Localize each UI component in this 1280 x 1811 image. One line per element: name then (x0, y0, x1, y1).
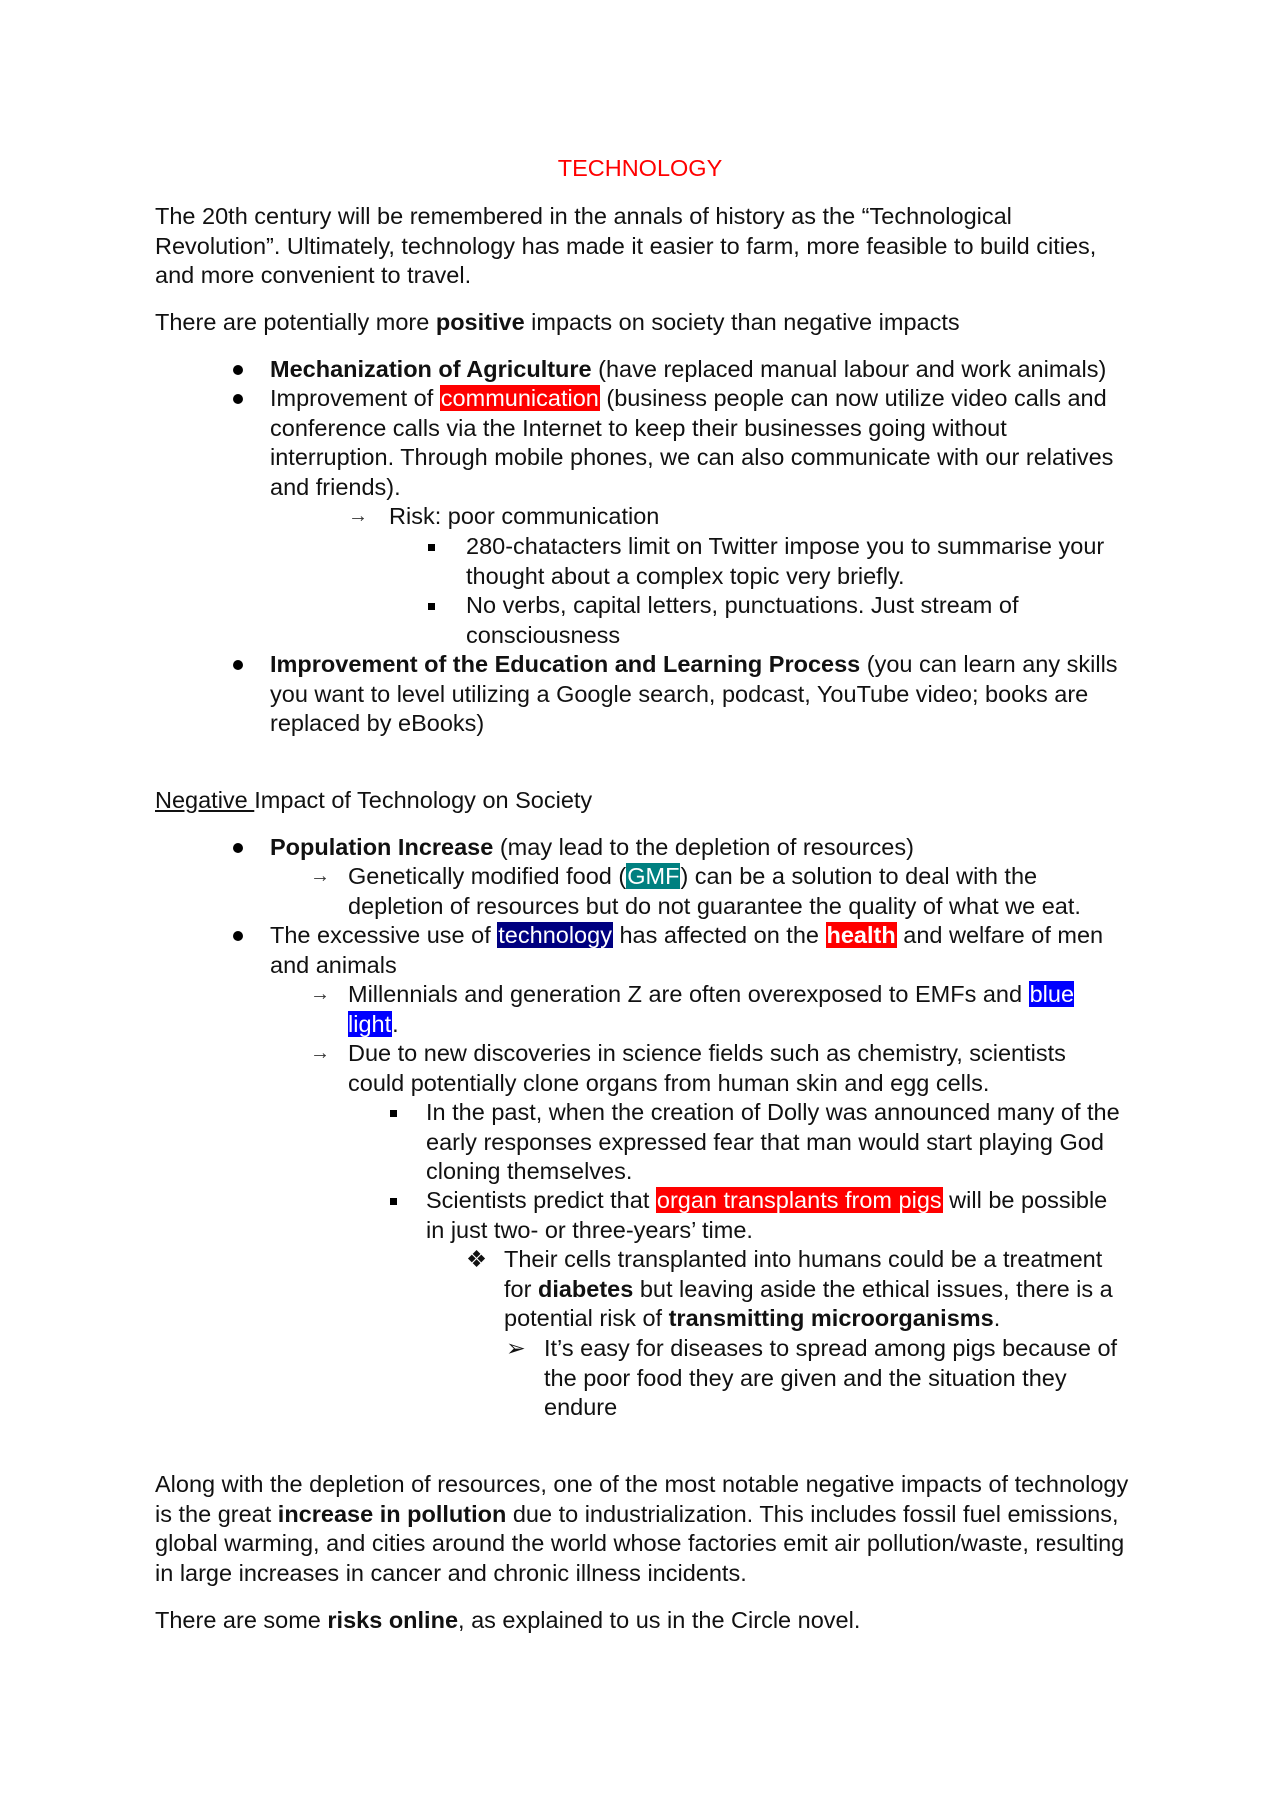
risks-online-paragraph: There are some risks online, as explained to us in the Circle novel. (155, 1607, 861, 1633)
intro-paragraph: The 20th century will be remembered in the annals of history as the “Technological Revolution”. Ultimately, technology has made it easier to farm, more feasible to build cities, and more convenient to travel. (155, 203, 1097, 288)
cells-line: Their cells transplanted into humans could be a treatment for diabetes but leaving aside the ethical issues, there is a potential risk of transmitting microorganisms. (504, 1246, 1113, 1331)
square-bullet-icon (428, 532, 435, 551)
arrow-icon: → (310, 1042, 330, 1064)
list-item-agriculture: Mechanization of Agriculture (have replaced manual labour and work animals) (270, 356, 1107, 382)
square-bullet-icon (428, 591, 435, 610)
pointer-bullet-icon: ➢ (506, 1335, 526, 1361)
list-item-communication: Improvement of communication (business people can now utilize video calls and conference calls via the Internet to keep their businesses going without interruption. Through mobile phones, we can also communicate with our relatives and friends). (270, 385, 1114, 500)
list-item-education: Improvement of the Education and Learning Process (you can learn any skills you want to level utilizing a Google search, podcast, YouTube video; books are replaced by eBooks) (270, 651, 1118, 736)
square-bullet-icon (390, 1186, 397, 1205)
diseases-line: It’s easy for diseases to spread among pigs because of the poor food they are given and the situation they endure (544, 1335, 1118, 1420)
dolly-line: In the past, when the creation of Dolly was announced many of the early responses expressed fear that man would start playing God cloning themselves. (426, 1099, 1120, 1184)
risk-line: Risk: poor communication (389, 503, 660, 529)
arrow-icon: → (348, 505, 368, 527)
clone-line: Due to new discoveries in science fields such as chemistry, scientists could potentially clone organs from human skin and egg cells. (348, 1040, 1066, 1096)
bullet-icon (233, 384, 243, 404)
list-item-population: Population Increase (may lead to the depletion of resources) (270, 834, 914, 860)
diamond-bullet-icon: ❖ (466, 1246, 488, 1272)
bullet-icon (233, 650, 243, 670)
highlight-blue-light: blue light (348, 981, 1075, 1037)
positive-lead: There are potentially more positive impacts on society than negative impacts (155, 309, 960, 335)
risk-point-twitter: 280-chatacters limit on Twitter impose you to summarise your thought about a complex topic very briefly. (466, 533, 1105, 589)
negative-heading: Negative Impact of Technology on Society (155, 787, 593, 813)
square-bullet-icon (390, 1098, 397, 1117)
gmf-line: Genetically modified food (GMF) can be a solution to deal with the depletion of resources but do not guarantee the quality of what we eat. (348, 863, 1081, 919)
pollution-paragraph: Along with the depletion of resources, one of the most notable negative impacts of technology is the great increase in pollution due to industrialization. This includes fossil fuel emissions, global warming, and cities around the world whose factories emit air pollution/waste, resulting in large increases in cancer and chronic illness incidents. (155, 1471, 1129, 1586)
risk-point-stream: No verbs, capital letters, punctuations. Just stream of consciousness (466, 592, 1019, 648)
list-item-excessive-use: The excessive use of technology has affected on the health and welfare of men and animals (270, 922, 1104, 978)
arrow-icon: → (310, 983, 330, 1005)
highlight-technology: technology (498, 922, 612, 948)
bullet-icon (233, 921, 243, 941)
pigs-line: Scientists predict that organ transplants from pigs will be possible in just two- or three-years’ time. (426, 1187, 1108, 1243)
highlight-gmf: GMF (627, 863, 680, 889)
page-title: TECHNOLOGY (557, 155, 723, 181)
highlight-health: health (826, 922, 896, 948)
bullet-icon (233, 355, 243, 375)
highlight-communication: communication (440, 385, 599, 411)
millennials-line: Millennials and generation Z are often overexposed to EMFs and blue light. (348, 981, 1075, 1037)
bullet-icon (233, 833, 243, 853)
highlight-organ-transplants: organ transplants from pigs (656, 1187, 942, 1213)
arrow-icon: → (310, 865, 330, 887)
